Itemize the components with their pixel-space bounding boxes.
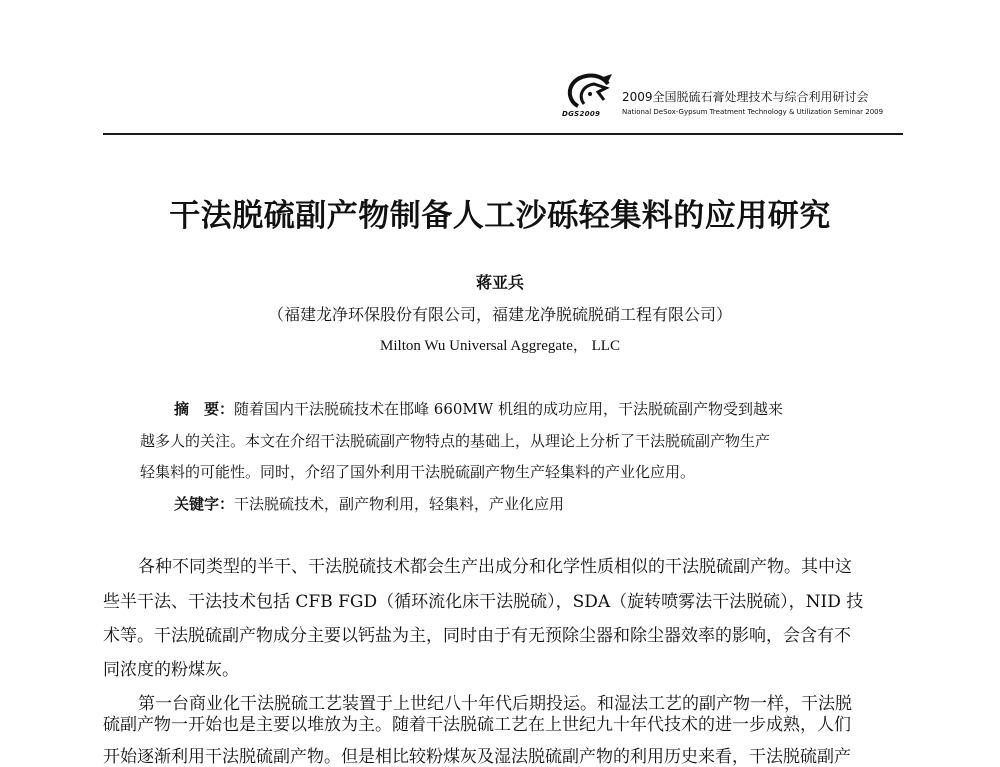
- body-line: 同浓度的粉煤灰。: [103, 660, 239, 680]
- conference-title-cn: 2009全国脱硫石膏处理技术与综合利用研讨会: [622, 90, 869, 104]
- abstract-line: [174, 398, 783, 419]
- logo-caption: DGS2009: [562, 110, 601, 118]
- body-line: 硫副产物一开始也是主要以堆放为主。随着干法脱硫工艺在上世纪九十年代技术的进一步成熟，人们: [103, 715, 851, 735]
- body-line: 开始逐渐利用干法脱硫副产物。但是相比较粉煤灰及湿法脱硫副产物的利用历史来看，干法脱硫副产: [103, 747, 851, 767]
- keywords-label: 关键字：: [174, 495, 235, 513]
- paper-title: 干法脱硫副产物制备人工沙砾轻集料的应用研究: [169, 198, 831, 234]
- body-line: 第一台商业化干法脱硫工艺装置于上世纪八十年代后期投运。和湿法工艺的副产物一样，干法脱: [138, 694, 852, 714]
- abstract-text: 随着国内干法脱硫技术在邯峰 660MW 机组的成功应用，干法脱硫副产物受到越来: [234, 400, 783, 418]
- keywords-line: [174, 493, 564, 514]
- body-line: 些半干法、干法技术包括 CFB FGD（循环流化床干法脱硫），SDA（旋转喷雾法干法脱硫），NID 技: [103, 592, 864, 612]
- abstract-line: 越多人的关注。本文在介绍干法脱硫副产物特点的基础上，从理论上分析了干法脱硫副产物生产: [140, 432, 771, 450]
- affiliation-cn: （福建龙净环保股份有限公司，福建龙净脱硫脱硝工程有限公司）: [267, 305, 732, 324]
- body-line: 术等。干法脱硫副产物成分主要以钙盐为主，同时由于有无预除尘器和除尘器效率的影响，会含有不: [103, 626, 851, 646]
- keywords-text: 干法脱硫技术，副产物利用，轻集料，产业化应用: [234, 495, 565, 513]
- affiliation-en: Milton Wu Universal Aggregate， LLC: [380, 338, 620, 354]
- author: 蒋亚兵: [475, 273, 524, 292]
- body-line: 各种不同类型的半干、干法脱硫技术都会生产出成分和化学性质相似的干法脱硫副产物。其中这: [138, 557, 852, 577]
- conference-header: [560, 70, 920, 132]
- conference-title-en: National DeSox-Gypsum Treatment Technology & Utilization Seminar 2009: [622, 108, 884, 116]
- header-rule: [103, 133, 903, 135]
- abstract-label: 摘 要：: [174, 400, 235, 418]
- abstract-line: 轻集料的可能性。同时，介绍了国外利用干法脱硫副产物生产轻集料的产业化应用。: [140, 463, 696, 481]
